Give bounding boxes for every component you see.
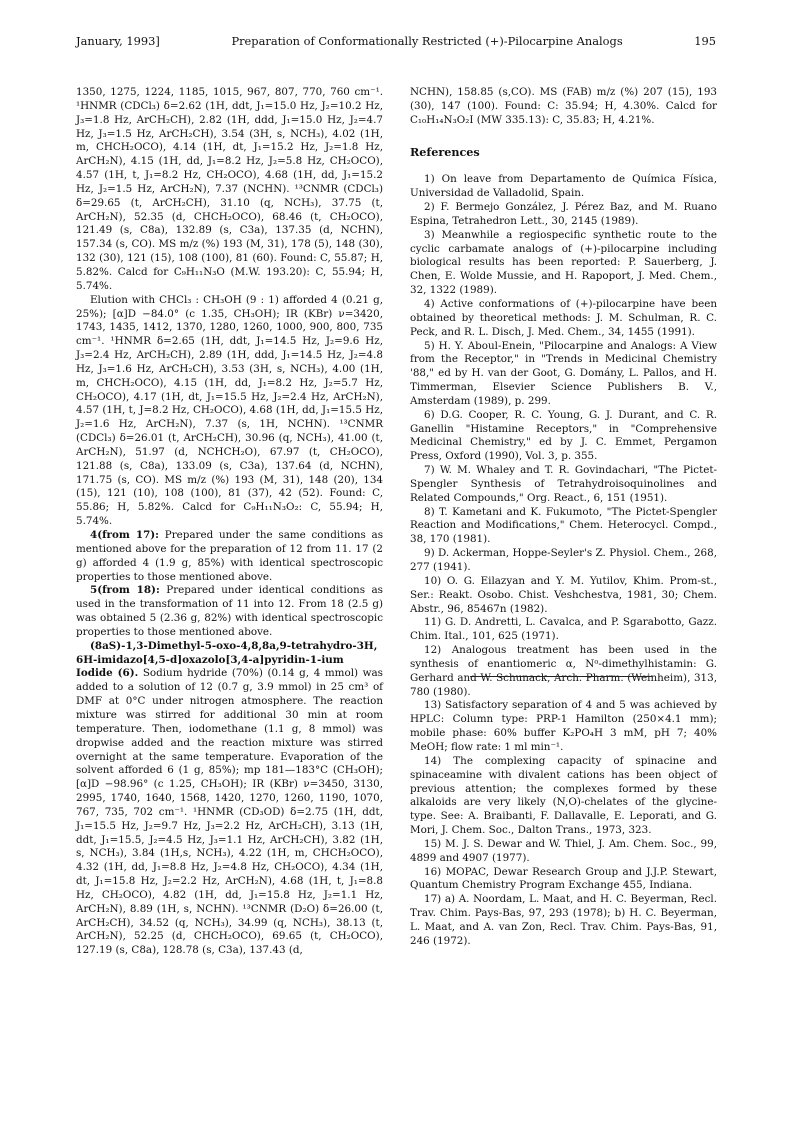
reference-list	[410, 173, 717, 948]
compound-4-paragraph	[76, 529, 383, 584]
reference-item: 8) T. Kametani and K. Fukumoto, "The Pictet-Spengler Reaction and Modifications," Chem. Heterocycl. Compd., 38, 170 (1981).	[410, 505, 717, 546]
reference-item: 6) D.G. Cooper, R. C. Young, G. J. Durant, and C. R. Ganellin "Histamine Receptors," in "Comprehensive Medicinal Chemistry," ed by J. C. Emmet, Pergamon Press, Oxford (1990), Vol. 3, p. 355.	[410, 408, 717, 463]
reference-item: 16) MOPAC, Dewar Research Group and J.J.P. Stewart, Quantum Chemistry Program Exchange 455, Indiana.	[410, 865, 717, 892]
reference-item: 2) F. Bermejo González, J. Pérez Baz, and M. Ruano Espina, Tetrahedron Lett., 30, 2145 (1989).	[410, 201, 717, 227]
compound-5-text: Prepared under identical conditions as used in the transformation of 11 into 12. From 18 (2.5 g) was obtained 5 (2.36 g, 82%) with identical spectroscopic properties to those mentioned above.	[76, 584, 383, 638]
reference-item: 10) O. G. Eilazyan and Y. M. Yutilov, Khim. Prom-st., Ser.: Reakt. Osobo. Chist. Veshchestva, 1981, 30; Chem. Abstr., 96, 85467n (1982).	[410, 574, 717, 615]
reference-item: 15) M. J. S. Dewar and W. Thiel, J. Am. Chem. Soc., 99, 4899 and 4907 (1977).	[410, 837, 717, 864]
reference-item: 13) Satisfactory separation of 4 and 5 was achieved by HPLC: Column type: PRP-1 Hamilton (250×4.1 mm); mobile phase: 60% buffer K₂PO₄H 3 mM, pH 7; 40% MeOH; flow rate: 1 ml min⁻¹.	[410, 699, 717, 753]
header-title: Preparation of Conformationally Restricted (+)-Pilocarpine Analogs	[231, 34, 623, 48]
reference-item: 11) G. D. Andretti, L. Cavalca, and P. Sgarabotto, Gazz. Chim. Ital., 101, 625 (1971).	[410, 616, 717, 643]
compound-5-paragraph	[76, 584, 383, 639]
reference-item: 12) Analogous treatment has been used in the synthesis of enantiomeric α, Nᵅ-dimethylhistamin: G. Gerhard and W. Schunack, Arch. Pharm. (Weinheim), 313, 780 (1980).	[410, 644, 717, 698]
compound-5-heading: 5(from 18):	[90, 584, 160, 597]
continued-paragraph: NCHN), 158.85 (s,CO). MS (FAB) m/z (%) 207 (15), 193 (30), 147 (100). Found: C: 35.94; H, 4.30%. Calcd for C₁₀H₁₄N₃O₂I (MW 335.13): C, 35.83; H, 4.21%.	[410, 86, 717, 126]
compound-6-text: Sodium hydride (70%) (0.14 g, 4 mmol) was added to a solution of 12 (0.7 g, 3.9 mmol) in 25 cm³ of DMF at 0°C under nitrogen atmosphere. The reaction mixture was stirred for additional 30 min at room temperature. Then, iodomethane (1.1 g, 8 mmol) was dropwise added and the reaction mixture was stirred overnight at the same temperature. Evaporation of the solvent afforded 6 (1 g, 85%); mp 181—183°C (CH₃OH); [α]D −98.96° (c 1.25, CH₃OH); IR (KBr) ν=3450, 3130, 2995, 1740, 1640, 1568, 1420, 1270, 1260, 1190, 1070, 767, 735, 702 cm⁻¹. ¹HNMR (CD₃OD) δ=2.75 (1H, ddt, J₁=15.5 Hz, J₂=9.7 Hz, J₃=2.2 Hz, ArCH₂CH), 3.13 (1H, ddt, J₁=15.5, J₂=4.5 Hz, J₃=1.1 Hz, ArCH₂CH), 3.82 (1H, s, NCH₃), 3.84 (1H,s, NCH₃), 4.22 (1H, m, CHCH₂OCO), 4.32 (1H, dd, J₁=8.8 Hz, J₂=4.8 Hz, CH₂OCO), 4.34 (1H, dt, J₁=15.8 Hz, J₂=2.2 Hz, ArCH₂N), 4.68 (1H, t, J₁=8.8 Hz, CH₂OCO), 4.82 (1H, dd, J₁=15.8 Hz, J₂=1.1 Hz, ArCH₂N), 8.89 (1H, s, NCHN). ¹³CNMR (D₂O) δ=26.00 (t, ArCH₂CH), 34.52 (q, NCH₃), 34.99 (q, NCH₃), 38.13 (t, ArCH₂N), 52.25 (d, CHCH₂OCO), 69.65 (t, CH₂OCO), 127.19 (s, C8a), 128.78 (s, C3a), 137.43 (d,	[76, 667, 383, 957]
reference-item: 9) D. Ackerman, Hoppe-Seyler's Z. Physiol. Chem., 268, 277 (1941).	[410, 547, 717, 573]
references-heading: References	[410, 144, 480, 159]
header-date: January, 1993]	[76, 34, 160, 48]
running-header	[76, 34, 716, 48]
elution-paragraph: Elution with CHCl₃ : CH₃OH (9 : 1) afforded 4 (0.21 g, 25%); [α]D −84.0° (c 1.35, CH₃OH); IR (KBr) ν=3420, 1743, 1435, 1412, 1370, 1280, 1260, 1000, 900, 800, 735 cm⁻¹. ¹HNMR δ=2.65 (1H, ddt, J₁=14.5 Hz, J₂=9.6 Hz, J₃=2.4 Hz, ArCH₂CH), 2.89 (1H, ddd, J₁=14.5 Hz, J₂=4.8 Hz, J₃=1.6 Hz, ArCH₂CH), 3.53 (3H, s, NCH₃), 4.00 (1H, m, CHCH₂OCO), 4.15 (1H, dd, J₁=8.2 Hz, J₂=5.7 Hz, CH₂OCO), 4.17 (1H, dt, J₁=15.5 Hz, J₂=2.4 Hz, ArCH₂N), 4.57 (1H, t, J=8.2 Hz, CH₂OCO), 4.68 (1H, dd, J₁=15.5 Hz, J₂=1.6 Hz, ArCH₂N), 7.37 (s, 1H, NCHN). ¹³CNMR (CDCl₃) δ=26.01 (t, ArCH₂CH), 30.96 (q, NCH₃), 41.00 (t, ArCH₂N), 51.97 (d, NCHCH₂O), 67.97 (t, CH₂OCO), 121.88 (s, C8a), 133.09 (s, C3a), 137.64 (d, NCHN), 171.75 (s, CO). MS m/z (%) 193 (M, 31), 148 (20), 134 (15), 121 (10), 108 (100), 81 (37), 42 (52). Found: C, 55.86; H, 5.82%. Calcd for C₉H₁₁N₃O₂: C, 55.94; H, 5.74%.	[76, 293, 383, 528]
reference-item: 5) H. Y. Aboul-Enein, "Pilocarpine and Analogs: A View from the Receptor," in "Trends in Medicinal Chemistry '88," ed by H. van der Goot, G. Domány, L. Pallos, and H. Timmerman, Elsevier Science Publishers B. V., Amsterdam (1989), p. 299.	[410, 339, 717, 407]
compound-6-heading: (8aS)-1,3-Dimethyl-5-oxo-4,8,8a,9-tetrahydro-3H, 6H-imidazo[4,5-d]oxazolo[3,4-a]pyridin-1-ium Iodide (6).	[76, 639, 378, 680]
spectral-data-paragraph: 1350, 1275, 1224, 1185, 1015, 967, 807, 770, 760 cm⁻¹. ¹HNMR (CDCl₃) δ=2.62 (1H, ddt, J₁=15.0 Hz, J₂=10.2 Hz, J₃=1.8 Hz, ArCH₂CH), 2.82 (1H, ddd, J₁=15.0 Hz, J₂=4.7 Hz, J₃=1.5 Hz, ArCH₂CH), 3.54 (3H, s, NCH₃), 4.02 (1H, m, CHCH₂OCO), 4.14 (1H, dt, J₁=15.2 Hz, J₂=1.8 Hz, ArCH₂N), 4.15 (1H, dd, J₁=8.2 Hz, J₂=5.8 Hz, CH₂OCO), 4.57 (1H, t, J₁=8.2 Hz, CH₂OCO), 4.68 (1H, dd, J₁=15.2 Hz, J₂=1.5 Hz, ArCH₂N), 7.37 (NCHN). ¹³CNMR (CDCl₃) δ=29.65 (t, ArCH₂CH), 31.10 (q, NCH₃), 37.75 (t, ArCH₂N), 52.35 (d, CHCH₂OCO), 68.46 (t, CH₂OCO), 121.49 (s, C8a), 132.89 (s, C3a), 137.35 (d, NCHN), 157.34 (s, CO). MS m/z (%) 193 (M, 31), 178 (5), 148 (30), 132 (30), 121 (15), 108 (100), 81 (60). Found: C, 55.87; H, 5.82%. Calcd for C₉H₁₁N₃O (M.W. 193.20): C, 55.94; H, 5.74%.	[76, 86, 383, 292]
reference-item: 14) The complexing capacity of spinacine and spinaceamine with divalent cations has been object of previous attention; the complexes formed by these alkaloids are very likely (N,O)-chelates of the glycine-type. See: A. Braibanti, F. Dallavalle, E. Leporati, and G. Mori, J. Chem. Soc., Dalton Trans., 1973, 323.	[410, 754, 717, 837]
compound-6-paragraph	[76, 640, 383, 958]
reference-item: 4) Active conformations of (+)-pilocarpine have been obtained by theoretical methods: J. M. Schulman, R. C. Peck, and R. L. Disch, J. Med. Chem., 34, 1455 (1991).	[410, 297, 717, 338]
reference-item: 1) On leave from Departamento de Química Física, Universidad de Valladolid, Spain.	[410, 173, 717, 200]
compound-4-heading: 4(from 17):	[90, 529, 159, 541]
left-column	[76, 86, 383, 958]
right-column	[410, 86, 717, 949]
reference-item: 3) Meanwhile a regiospecific synthetic route to the cyclic carbamate analogs of (+)-pilocarpine including biological results has been reported: P. Sauerberg, J. Chen, E. Wolde Mussie, and H. Rapoport, J. Med. Chem., 32, 1322 (1989).	[410, 228, 717, 297]
end-rule	[470, 676, 652, 677]
page-number: 195	[694, 34, 716, 48]
reference-item: 17) a) A. Noordam, L. Maat, and H. C. Beyerman, Recl. Trav. Chim. Pays-Bas, 97, 293 (1978); b) H. C. Beyerman, L. Maat, and A. van Zon, Recl. Trav. Chim. Pays-Bas, 91, 246 (1972).	[410, 893, 717, 947]
reference-item: 7) W. M. Whaley and T. R. Govindachari, "The Pictet-Spengler Synthesis of Tetrahydroisoquinolines and Related Compounds," Org. React., 6, 151 (1951).	[410, 464, 717, 504]
compound-4-text: Prepared under the same conditions as mentioned above for the preparation of 12 from 11. 17 (2 g) afforded 4 (1.9 g, 85%) with identical spectroscopic properties to those mentioned above.	[76, 529, 383, 583]
